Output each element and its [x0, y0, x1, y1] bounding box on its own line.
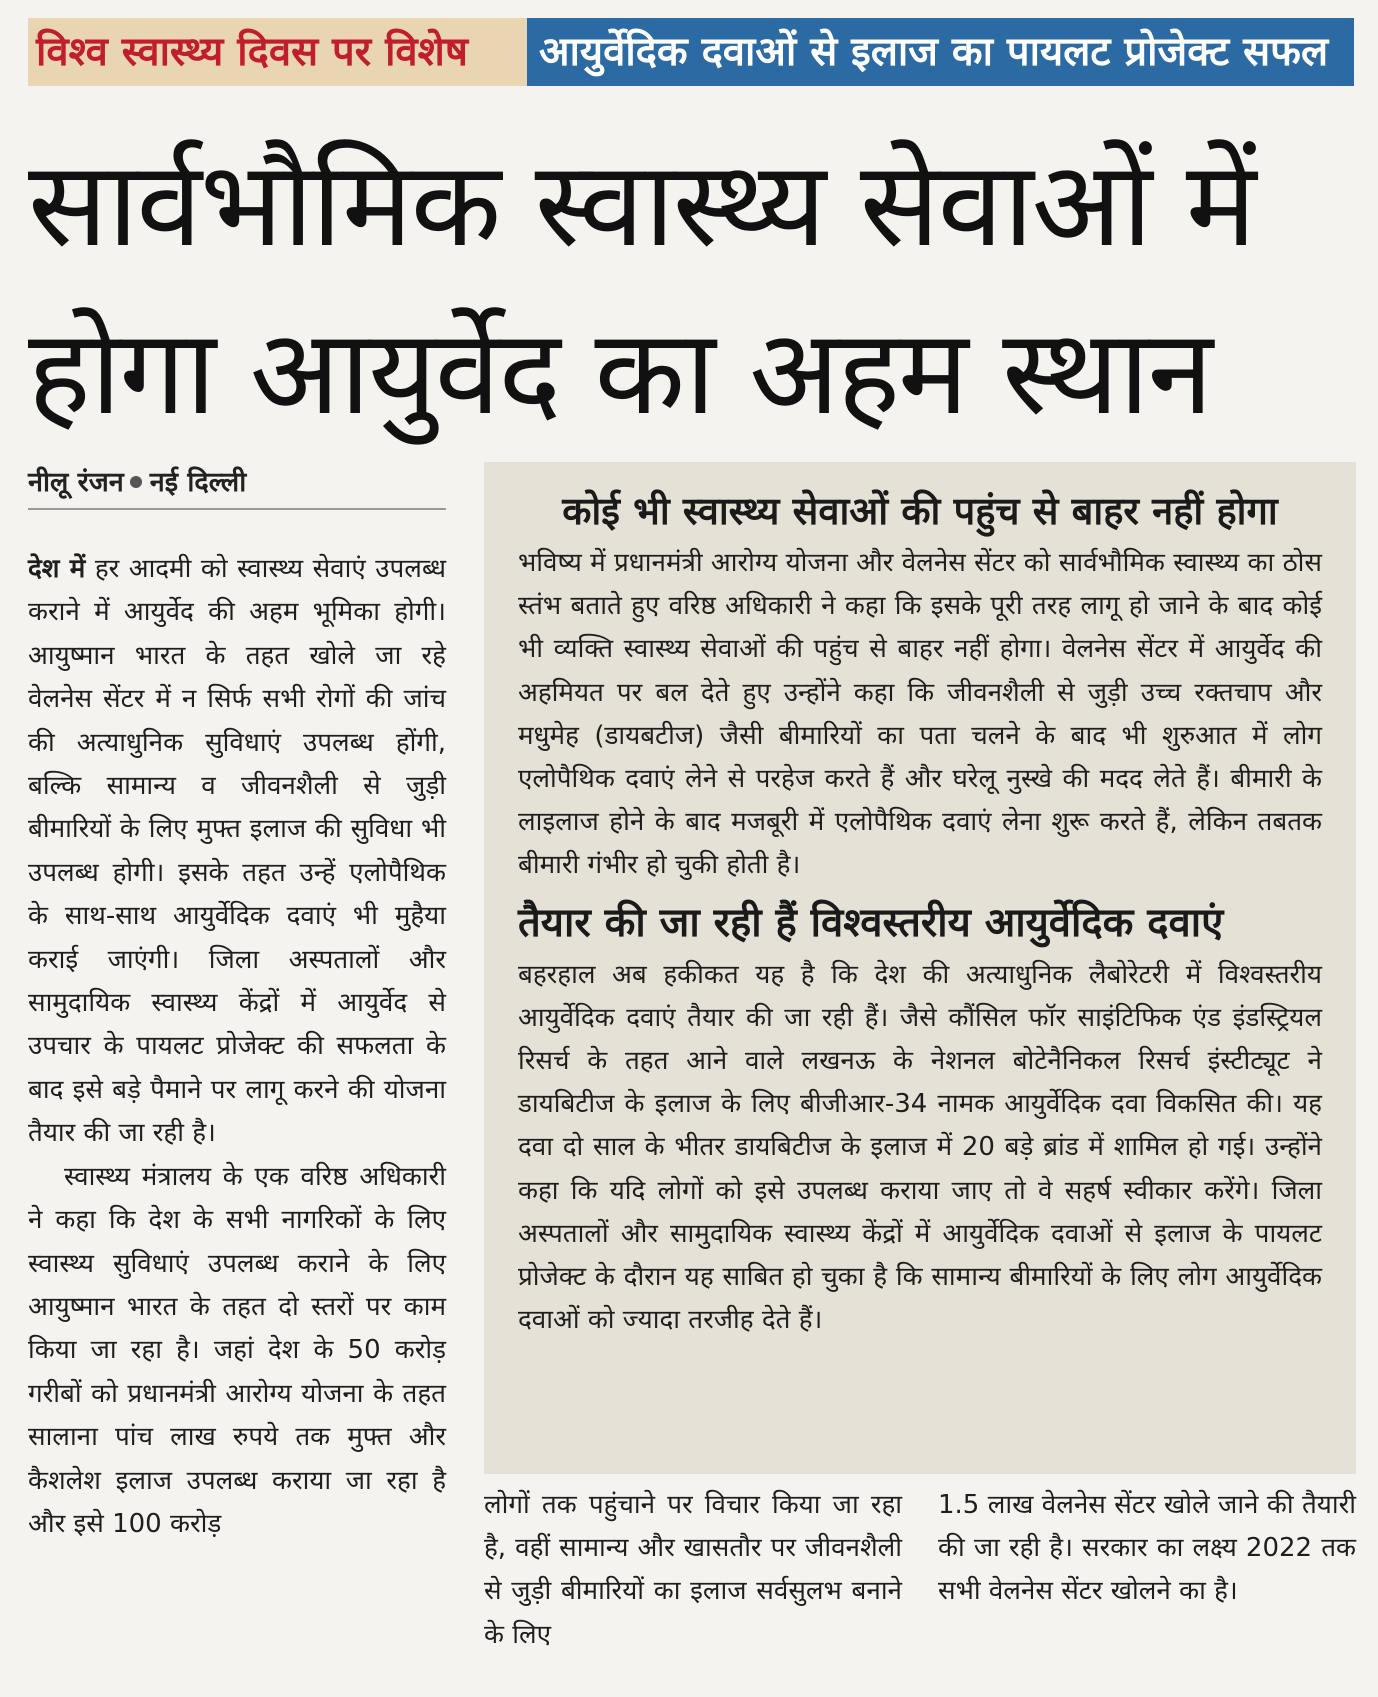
banner-special-label: विश्व स्वास्थ्य दिवस पर विशेष: [28, 18, 527, 86]
article-column-middle: [484, 1484, 902, 1657]
box-heading-2: तैयार की जा रही हैं विश्वस्तरीय आयुर्वेदिक दवाएं: [518, 899, 1224, 946]
article-continuation-right: 1.5 लाख वेलनेस सेंटर खोले जाने की तैयारी की जा रही है। सरकार का लक्ष्य 2022 तक सभी वेलनेस सेंटर खोलने का है।: [938, 1490, 1356, 1607]
headline: [28, 120, 1348, 456]
section-banner: [28, 18, 1354, 86]
article-paragraph-2: स्वास्थ्य मंत्रालय के एक वरिष्ठ अधिकारी ने कहा कि देश के सभी नागरिकों के लिए स्वास्थ्य सुविधाएं उपलब्ध कराने के लिए आयुष्मान भारत के तहत दो स्तरों पर काम किया जा रहा है। जहां देश के 50 करोड़ गरीबों को प्रधानमंत्री आरोग्य योजना के तहत सालाना पांच लाख रुपये तक मुफ्त और कैशलेश इलाज उपलब्ध कराया जा रहा है और इसे 100 करोड़: [28, 1161, 446, 1539]
box-paragraph-2: बहरहाल अब हकीकत यह है कि देश की अत्याधुनिक लैबोरेटरी में विश्वस्तरीय आयुर्वेदिक दवाएं तैयार की जा रही हैं। जैसे कौंसिल फॉर साइंटिफिक एंड इंडस्ट्रियल रिसर्च के तहत आने वाले लखनऊ के नेशनल बोटेनैनिकल रिसर्च इंस्टीट्यूट ने डायबिटीज के इलाज के लिए बीजीआर-34 नामक आयुर्वेदिक दवा विकसित की। यह दवा दो साल के भीतर डायबिटीज के इलाज में 20 बड़े ब्रांड में शामिल हो गई। उन्होंने कहा कि यदि लोगों को इसे उपलब्ध कराया जाए तो वे सहर्ष स्वीकार करेंगे। जिला अस्पतालों और सामुदायिक स्वास्थ्य केंद्रों में आयुर्वेदिक दवाओं से इलाज के पायलट प्रोजेक्ट के दौरान यह साबित हो चुका है कि सामान्य बीमारियों के लिए लोग आयुर्वेदिक दवाओं को ज्यादा तरजीह देते हैं।: [518, 959, 1322, 1336]
article-column-left: [28, 548, 446, 1546]
article-paragraph-1-text: हर आदमी को स्वास्थ्य सेवाएं उपलब्ध कराने में आयुर्वेद की अहम भूमिका होगी। आयुष्मान भारत के तहत खोले जा रहे वेलनेस सेंटर में न सिर्फ सभी रोगों की जांच की अत्याधुनिक सुविधाएं उपलब्ध होंगी, बल्कि सामान्य व जीवनशैली से जुड़ी बीमारियों के लिए मुफ्त इलाज की सुविधा भी उपलब्ध होगी। इसके तहत उन्हें एलोपैथिक के साथ-साथ आयुर्वेदिक दवाएं भी मुहैया कराई जाएंगी। जिला अस्पतालों और सामुदायिक स्वास्थ्य केंद्रों में आयुर्वेद से उपचार के पायलट प्रोजेक्ट की सफलता के बाद इसे बड़े पैमाने पर लागू करने की योजना तैयार की जा रही है।: [28, 554, 446, 1149]
headline-line-2: होगा आयुर्वेद का अहम स्थान: [28, 303, 1212, 441]
article-continuation-middle: लोगों तक पहुंचाने पर विचार किया जा रहा है, वहीं सामान्य और खासतौर पर जीवनशैली से जुड़ी बीमारियों का इलाज सर्वसुलभ बनाने के लिए: [484, 1490, 902, 1650]
article-paragraph-1: [28, 548, 446, 1156]
byline-dot-icon: [130, 476, 142, 488]
highlight-box: [484, 462, 1356, 1474]
byline-divider: [28, 508, 446, 510]
box-heading-1: कोई भी स्वास्थ्य सेवाओं की पहुंच से बाहर नहीं होगा: [562, 489, 1278, 533]
byline-author: नीलू रंजन: [28, 467, 124, 498]
byline: [28, 462, 446, 499]
banner-subtitle: आयुर्वेदिक दवाओं से इलाज का पायलट प्रोजेक्ट सफल: [527, 18, 1354, 86]
article-column-right: [938, 1484, 1356, 1614]
box-paragraph-1: भविष्य में प्रधानमंत्री आरोग्य योजना और वेलनेस सेंटर को सार्वभौमिक स्वास्थ्य का ठोस स्तंभ बताते हुए वरिष्ठ अधिकारी ने कहा कि इसके पूरी तरह लागू हो जाने के बाद कोई भी व्यक्ति स्वास्थ्य सेवाओं की पहुंच से बाहर नहीं होगा। वेलनेस सेंटर में आयुर्वेद की अहमियत पर बल देते हुए उन्होंने कहा कि जीवनशैली से जुड़ी उच्च रक्तचाप और मधुमेह (डायबटीज) जैसी बीमारियों का पता चलने के बाद भी शुरुआत में लोग एलोपैथिक दवाएं लेने से परहेज करते हैं और घरेलू नुस्खे की मदद लेते हैं। बीमारी के लाइलाज होने के बाद मजबूरी में एलोपैथिक दवाएं लेना शुरू करते हैं, लेकिन तबतक बीमारी गंभीर हो चुकी होती है।: [518, 548, 1322, 881]
headline-line-1: सार्वभौमिक स्वास्थ्य सेवाओं में: [28, 135, 1255, 273]
article-lead: देश में: [28, 554, 86, 584]
byline-place: नई दिल्ली: [149, 467, 247, 498]
